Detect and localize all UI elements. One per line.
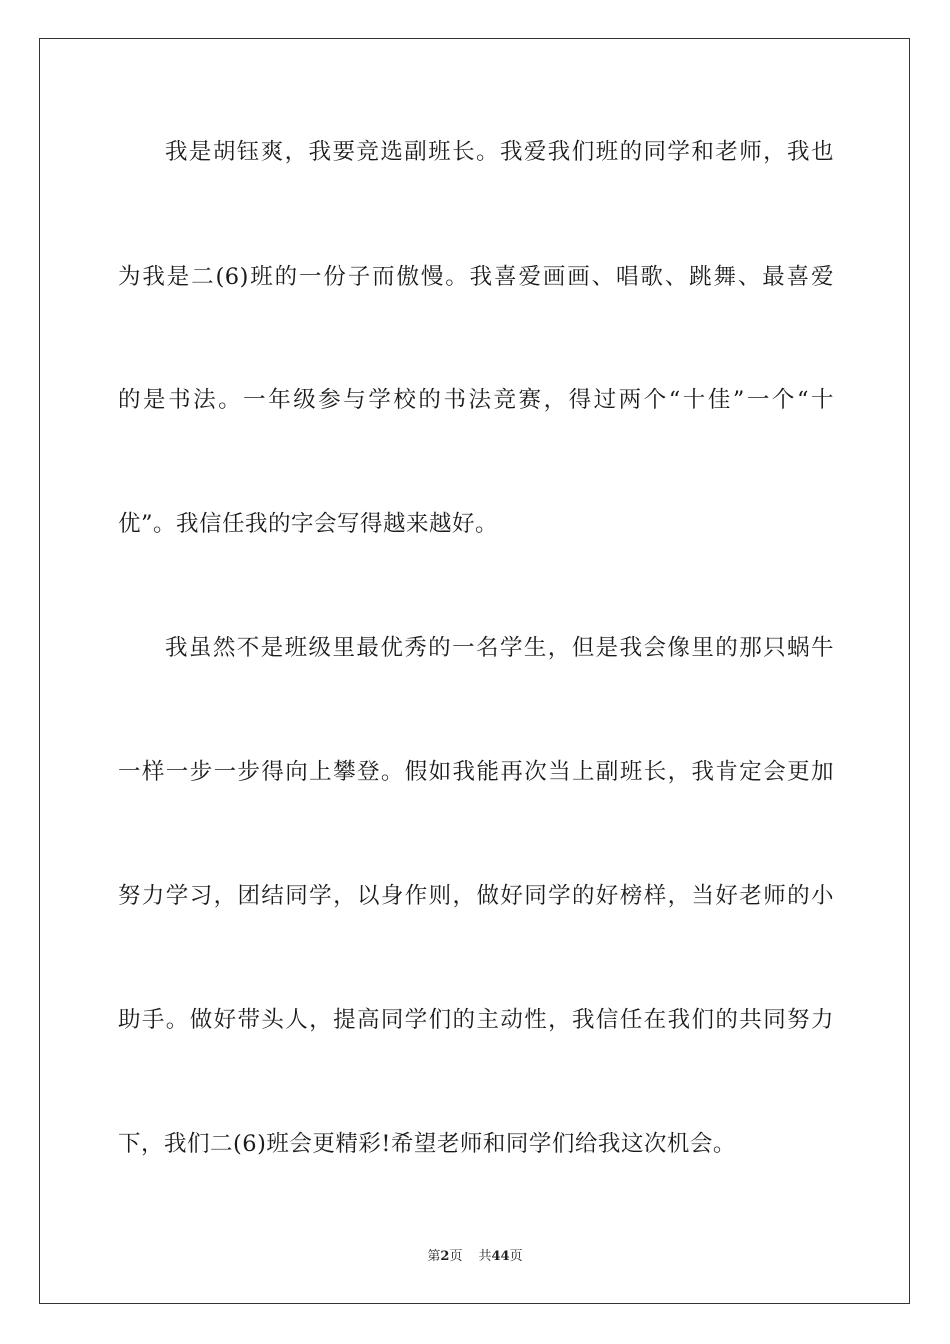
paragraph-2-line-1: 我虽然不是班级里最优秀的一名学生，但是我会像里的那只蜗牛 (165, 635, 834, 661)
paragraph-2-line-2: 一样一步一步得向上攀登。假如我能再次当上副班长，我肯定会更加 (118, 759, 834, 785)
page-border (39, 38, 910, 1304)
page-suffix: 页 (449, 1249, 463, 1264)
paragraph-1-line-1: 我是胡钰爽，我要竞选副班长。我爱我们班的同学和老师，我也 (165, 139, 834, 165)
paragraph-1-line-3: 的是书法。一年级参与学校的书法竞赛，得过两个“十佳”一个“十 (118, 387, 834, 413)
total-prefix: 共 (478, 1249, 492, 1264)
page-number: 2 (440, 1249, 450, 1264)
paragraph-2-line-3: 努力学习，团结同学，以身作则，做好同学的好榜样，当好老师的小 (118, 883, 834, 909)
paragraph-2-line-5: 下，我们二(6)班会更精彩!希望老师和同学们给我这次机会。 (118, 1131, 736, 1157)
page-footer (0, 1248, 950, 1266)
paragraph-2-line-4: 助手。做好带头人，提高同学们的主动性，我信任在我们的共同努力 (118, 1007, 834, 1033)
page-prefix: 第 (427, 1249, 441, 1264)
total-pages: 44 (491, 1249, 510, 1264)
total-suffix: 页 (509, 1249, 523, 1264)
paragraph-1-line-4: 优”。我信任我的字会写得越来越好。 (118, 511, 499, 537)
paragraph-1-line-2: 为我是二(6)班的一份子而傲慢。我喜爱画画、唱歌、跳舞、最喜爱 (118, 264, 834, 290)
